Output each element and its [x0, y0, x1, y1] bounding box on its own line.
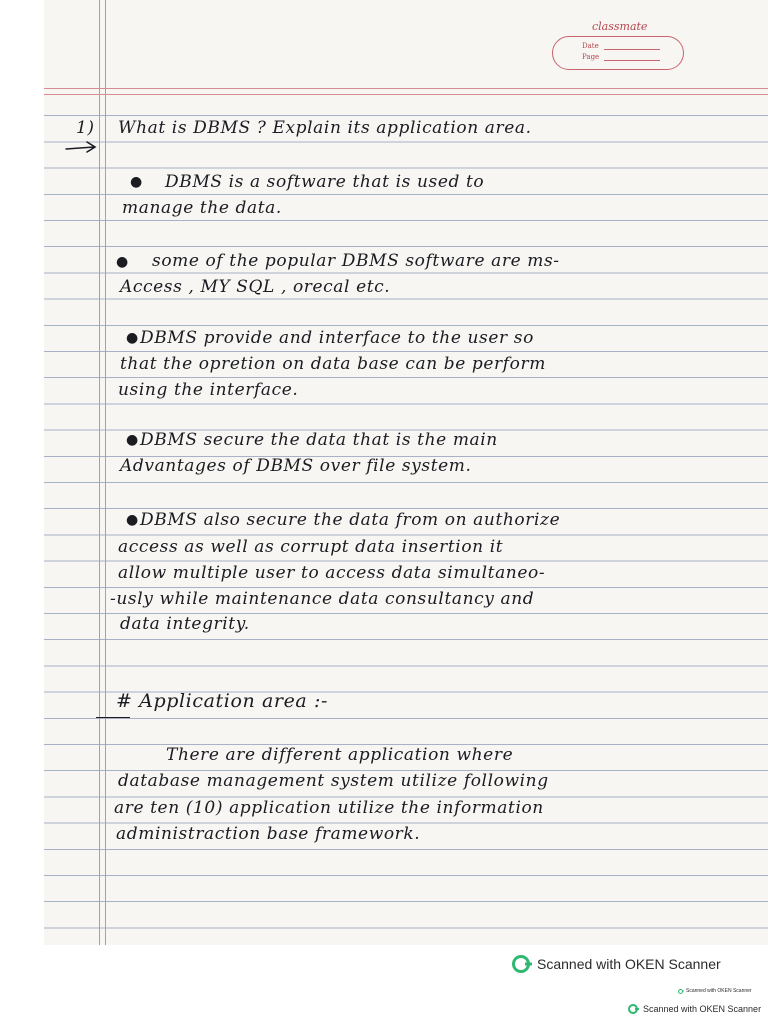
bullet-2-line-1: some of the popular DBMS software are ms-: [152, 251, 560, 271]
header-line: [44, 88, 768, 89]
bullet-dot: ●: [126, 432, 139, 448]
bullet-5-line-3: allow multiple user to access data simultaneo-: [118, 563, 546, 583]
bullet-dot: ●: [130, 174, 143, 190]
bullet-dot: ●: [126, 512, 139, 528]
page-label: Page: [582, 53, 600, 61]
paragraph-line-1: There are different application where: [166, 745, 514, 765]
paragraph-line-4: administraction base framework.: [116, 824, 421, 844]
bullet-dot: ●: [116, 254, 129, 270]
question-title: What is DBMS ? Explain its application area.: [118, 118, 532, 138]
bullet-3-line-1: DBMS provide and interface to the user so: [140, 328, 534, 348]
bullet-2-line-2: Access , MY SQL , orecal etc.: [120, 277, 391, 297]
date-page-frame: [552, 36, 684, 70]
watermark-text: Scanned with OKEN Scanner: [643, 1004, 762, 1014]
scanner-watermark-medium: [628, 1004, 761, 1014]
question-number: 1): [76, 118, 95, 138]
scanner-logo-icon: [512, 955, 530, 973]
bullet-5-line-5: data integrity.: [120, 614, 250, 634]
margin-line: [105, 0, 106, 945]
arrow-right-icon: [64, 140, 98, 156]
paragraph-line-3: are ten (10) application utilize the information: [114, 798, 544, 818]
watermark-text: Scanned with OKEN Scanner: [686, 988, 752, 994]
brand-name: classmate: [592, 20, 648, 33]
header-line: [44, 94, 768, 95]
scanner-watermark: [512, 955, 721, 973]
classmate-logo: [548, 22, 688, 72]
bullet-3-line-2: that the opretion on data base can be perform: [120, 354, 546, 374]
scanner-watermark-small: [678, 988, 752, 994]
bullet-5-line-2: access as well as corrupt data insertion it: [118, 537, 504, 557]
scanner-logo-icon: [628, 1004, 638, 1014]
bullet-3-line-3: using the interface.: [118, 380, 299, 400]
date-label: Date: [582, 42, 599, 50]
section-heading: # Application area :-: [116, 690, 328, 712]
bullet-dot: ●: [126, 330, 139, 346]
bullet-5-line-4: -usly while maintenance data consultancy and: [110, 589, 535, 609]
paragraph-line-2: database management system utilize following: [118, 771, 549, 791]
scanner-logo-icon: [678, 989, 683, 994]
watermark-text: Scanned with OKEN Scanner: [537, 956, 721, 972]
bullet-1-line-2: manage the data.: [122, 198, 282, 218]
bullet-4-line-1: DBMS secure the data that is the main: [140, 430, 498, 450]
heading-underline: [96, 717, 130, 718]
margin-line: [99, 0, 100, 945]
bullet-5-line-1: DBMS also secure the data from on authorize: [140, 510, 561, 530]
bullet-1-line-1: DBMS is a software that is used to: [165, 172, 485, 192]
date-rule: [604, 49, 660, 50]
page-rule: [604, 60, 660, 61]
bullet-4-line-2: Advantages of DBMS over file system.: [120, 456, 472, 476]
